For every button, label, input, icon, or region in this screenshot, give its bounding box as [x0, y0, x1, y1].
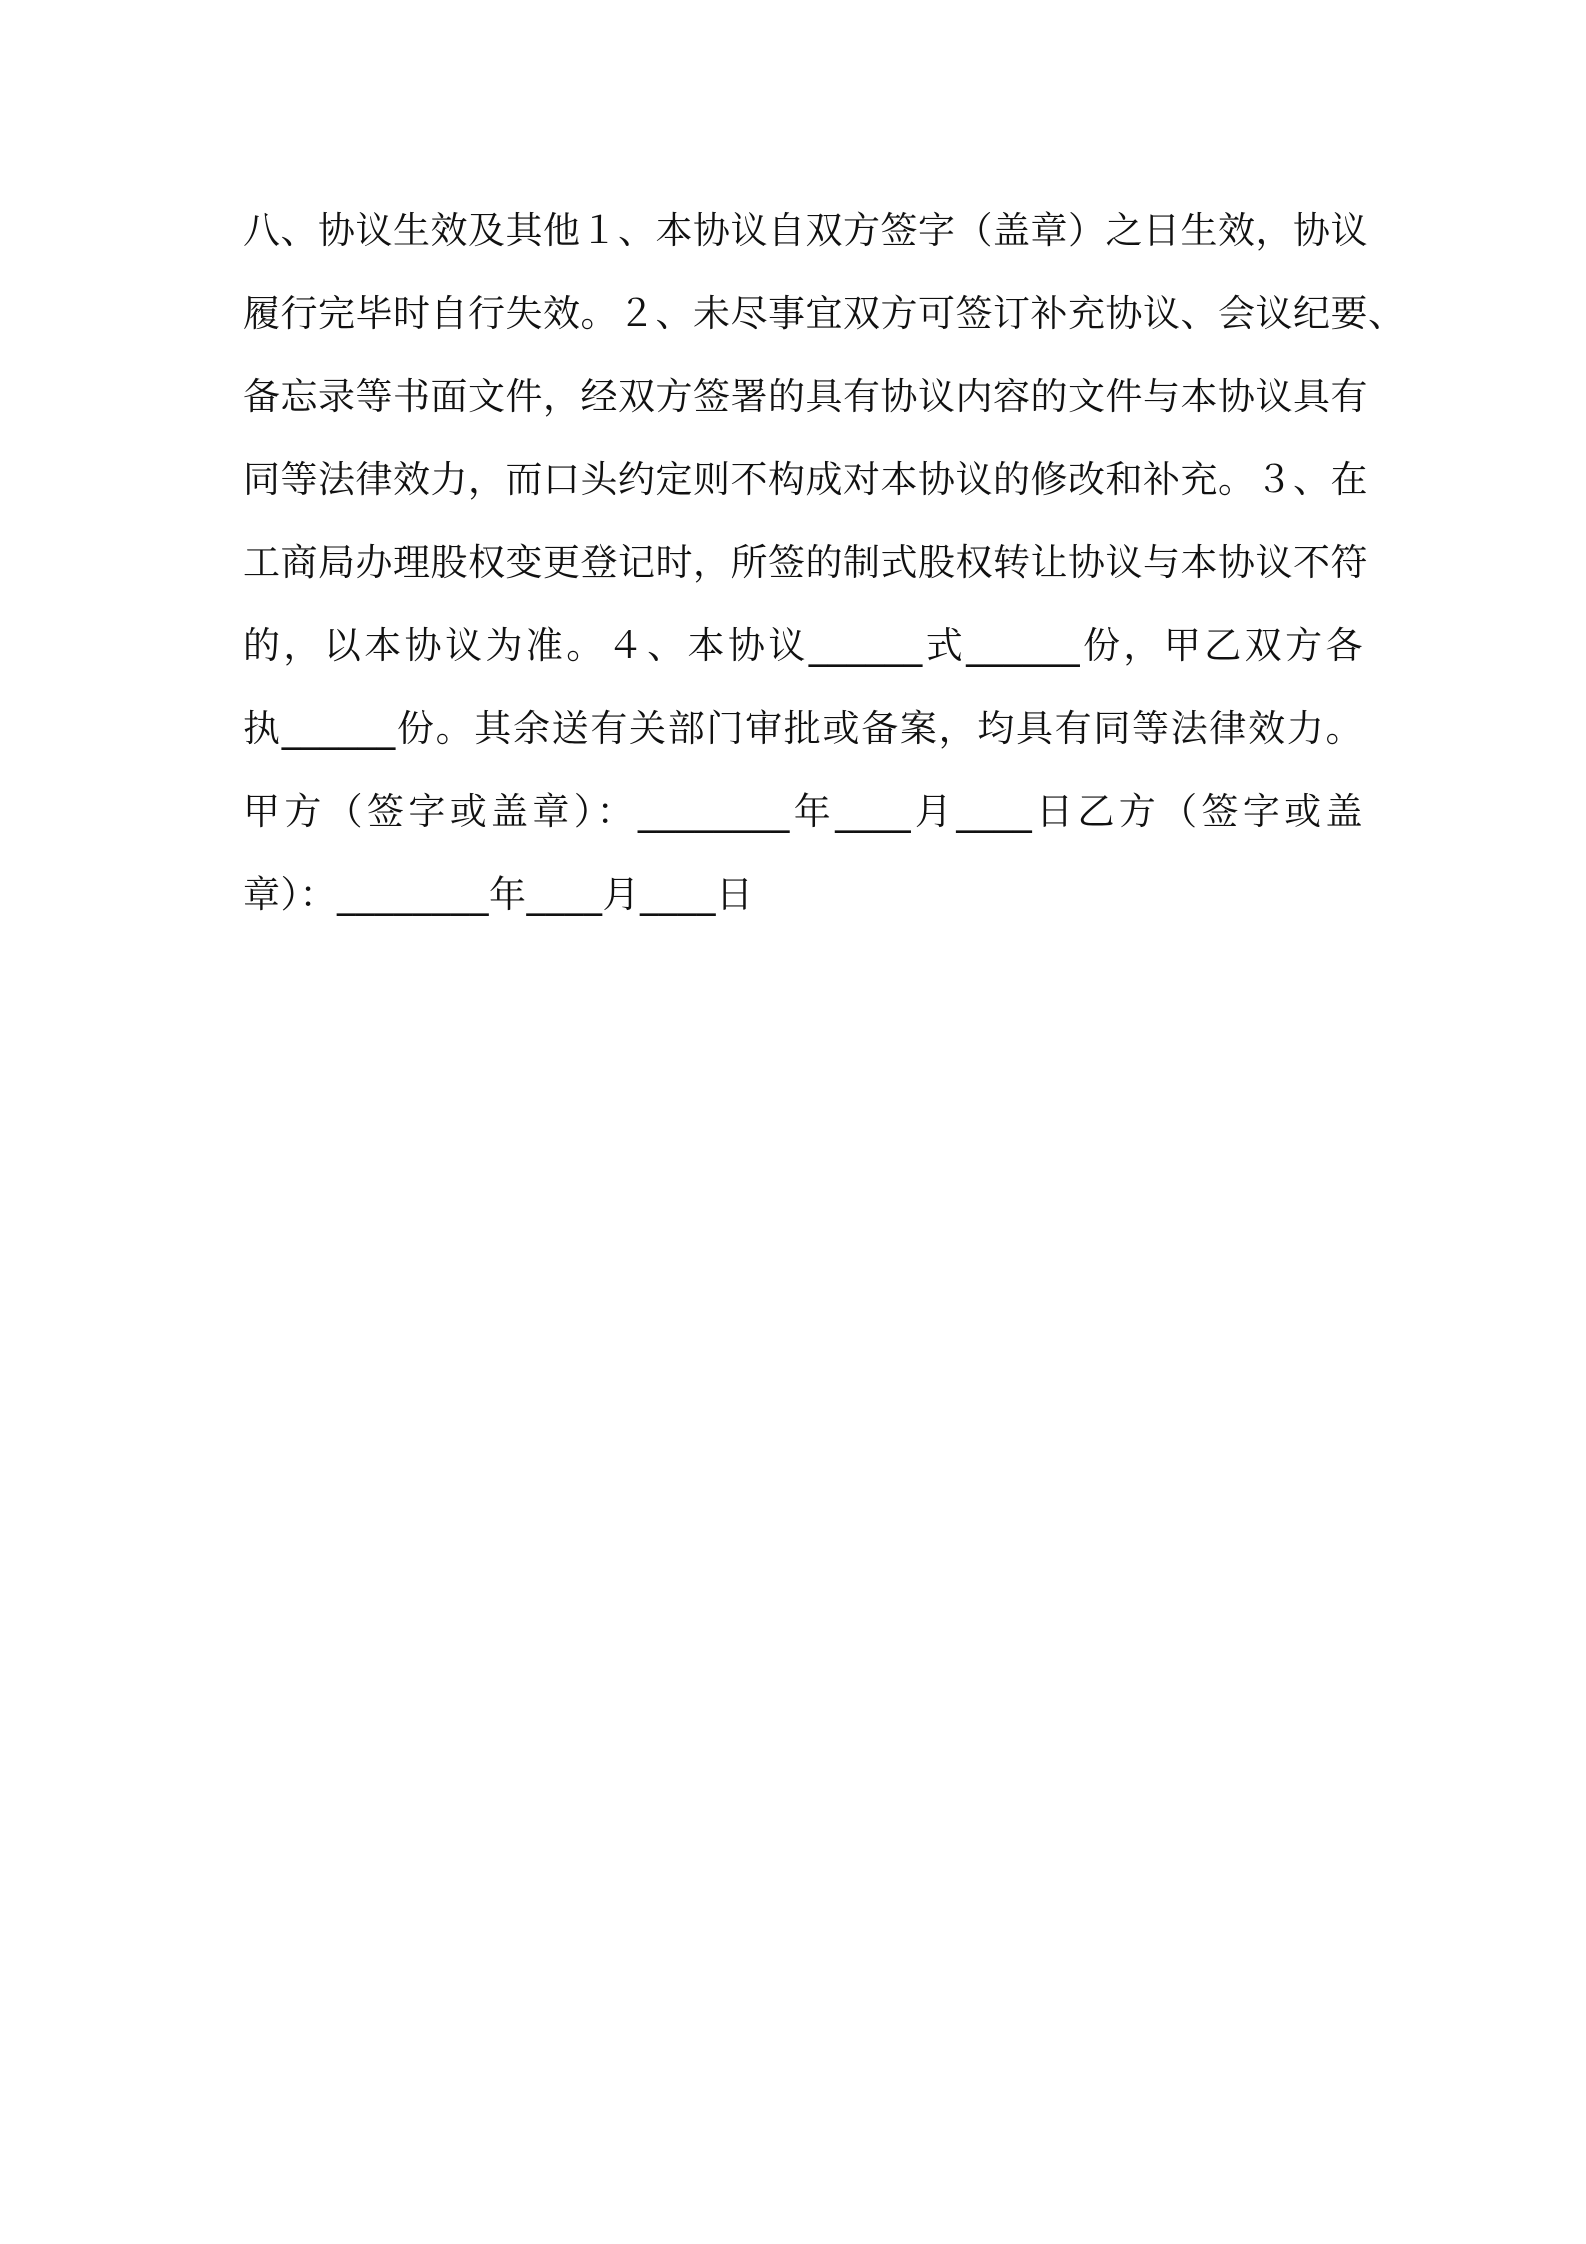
text-line: 的，以本协议为准。４、本协议______式______份，甲乙双方各 [243, 624, 1363, 667]
text-line: 执______份。其余送有关部门审批或备案，均具有同等法律效力。 [243, 707, 1363, 750]
text-line: 履行完毕时自行失效。２、未尽事宜双方可签订补充协议、会议纪要、 [243, 292, 1406, 335]
text-line: 工商局办理股权变更登记时，所签的制式股权转让协议与本协议不符 [243, 541, 1368, 584]
signature-line: 章）：________年____月____日 [243, 873, 754, 916]
text-line: 同等法律效力，而口头约定则不构成对本协议的修改和补充。３、在 [243, 458, 1368, 501]
text-line: 备忘录等书面文件，经双方签署的具有协议内容的文件与本协议具有 [243, 375, 1368, 418]
signature-line: 甲方（签字或盖章）：________年____月____日乙方（签字或盖 [243, 790, 1363, 833]
text-line: 八、协议生效及其他１、本协议自双方签字（盖章）之日生效，协议 [243, 209, 1368, 252]
agreement-text [243, 189, 1406, 936]
